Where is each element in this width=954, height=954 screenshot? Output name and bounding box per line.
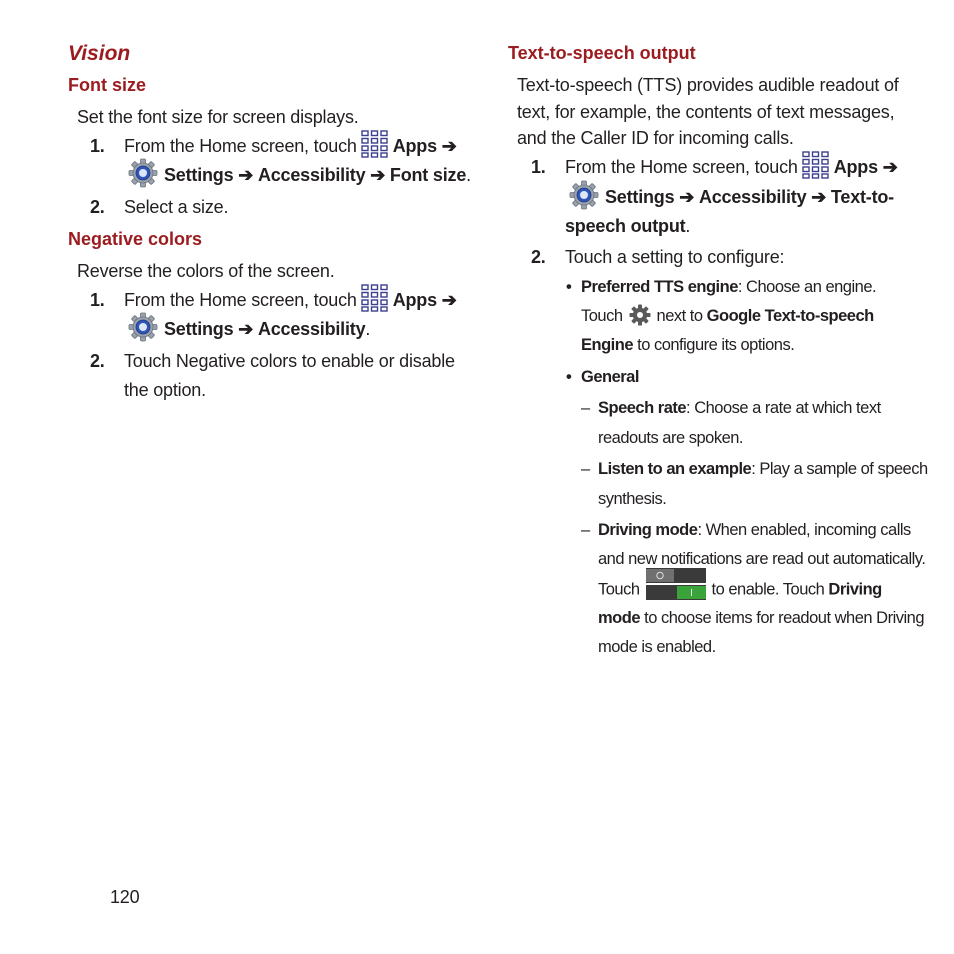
driving-line3 <box>598 580 882 600</box>
arrow-glyph: ➔ <box>238 164 254 185</box>
accessibility-label: Accessibility <box>698 186 807 207</box>
speech-rate-line1 <box>598 399 881 418</box>
driving-line5: mode is enabled. <box>598 638 716 656</box>
bullet: • <box>566 278 572 296</box>
font-size-step1-line2 <box>128 164 471 188</box>
driving-desc3: to choose items for readout when Driving <box>644 609 925 627</box>
listen-line1 <box>598 460 928 479</box>
heading-negative-colors: Negative colors <box>68 229 203 249</box>
driving-line1 <box>598 521 911 540</box>
tts-step2: Touch a setting to configure: <box>565 247 785 267</box>
google-tts-label: Google Text-to-speech <box>706 307 874 325</box>
general-label: General <box>581 368 639 386</box>
section-title-vision: Vision <box>68 42 131 65</box>
font-size-step2: Select a size. <box>124 197 229 217</box>
accessibility-label: Accessibility <box>257 318 366 339</box>
period: . <box>466 164 471 185</box>
tts-intro-line2: text, for example, the contents of text messages, <box>517 102 895 122</box>
step-number: 1. <box>90 290 105 310</box>
settings-label: Settings <box>164 164 234 185</box>
arrow-glyph: ➔ <box>441 290 457 310</box>
tts-intro-line3: and the Caller ID for incoming calls. <box>517 128 794 148</box>
tts-step1-line2 <box>569 186 894 210</box>
settings-gear-icon <box>569 180 599 210</box>
tts-step1-line1 <box>565 157 898 179</box>
driving-line4 <box>598 609 924 628</box>
step-number: 1. <box>531 157 546 177</box>
step-number: 2. <box>90 197 105 217</box>
preferred-engine-line2 <box>581 307 874 326</box>
preferred-tts-engine-desc: : Choose an engine. <box>737 278 877 296</box>
apps-icon <box>361 130 389 158</box>
negative-colors-step2-line2: the option. <box>124 380 206 400</box>
period: . <box>365 318 371 339</box>
bullet: • <box>566 368 572 386</box>
period: . <box>685 216 691 236</box>
arrow-glyph: ➔ <box>811 186 827 207</box>
apps-label: Apps <box>833 157 878 177</box>
arrow-glyph: ➔ <box>238 318 254 339</box>
preferred-tts-engine-label: Preferred TTS engine <box>581 278 738 296</box>
apps-icon <box>361 284 389 312</box>
listen-to-an-example-label: Listen to an example <box>598 460 752 478</box>
settings-label: Settings <box>164 318 234 339</box>
touch-word: Touch <box>581 307 623 325</box>
font-size-label: Font size <box>389 164 467 185</box>
settings-gear-icon <box>128 158 158 188</box>
page-number: 120 <box>110 887 140 907</box>
speech-rate-label: Speech rate <box>598 399 687 417</box>
mode-word: mode <box>598 609 641 627</box>
to-enable-text: to enable. Touch <box>711 580 825 599</box>
settings-label: Settings <box>605 186 675 207</box>
tts-label-part1: Text-to- <box>830 186 894 207</box>
accessibility-label: Accessibility <box>257 164 366 185</box>
engine-label: Engine <box>581 336 634 354</box>
listen-desc: : Play a sample of speech <box>751 460 928 478</box>
arrow-glyph: ➔ <box>441 136 457 156</box>
step-number: 2. <box>90 351 105 371</box>
arrow-glyph: ➔ <box>882 157 898 177</box>
dash: – <box>581 399 590 417</box>
negative-colors-intro: Reverse the colors of the screen. <box>77 261 335 281</box>
driving-word: Driving <box>828 580 882 599</box>
tts-intro-line1: Text-to-speech (TTS) provides audible readout of <box>517 75 899 95</box>
apps-label: Apps <box>392 136 437 156</box>
tts-step1-line3 <box>565 216 690 237</box>
driving-mode-label: Driving mode <box>598 521 698 539</box>
driving-desc: : When enabled, incoming calls <box>697 521 911 539</box>
step-number: 1. <box>90 136 105 156</box>
heading-text-to-speech-output: Text-to-speech output <box>508 43 696 63</box>
negative-colors-step1-line1 <box>124 290 457 312</box>
speech-rate-line2: readouts are spoken. <box>598 429 744 447</box>
settings-gear-icon <box>128 312 158 342</box>
listen-line2: synthesis. <box>598 490 667 508</box>
step-text: From the Home screen, touch <box>124 290 357 310</box>
speech-rate-desc: : Choose a rate at which text <box>686 399 881 417</box>
negative-colors-step1-line2 <box>128 318 370 342</box>
heading-font-size: Font size <box>68 75 147 95</box>
next-to-text: next to <box>656 307 703 325</box>
dash: – <box>581 460 590 478</box>
negative-colors-step2-line1: Touch Negative colors to enable or disable <box>124 351 455 371</box>
step-text: From the Home screen, touch <box>124 136 357 156</box>
step-number: 2. <box>531 247 546 267</box>
tts-label-part2: speech output <box>565 216 686 236</box>
driving-line2: and new notifications are read out automatically. <box>598 550 926 568</box>
step-text: From the Home screen, touch <box>565 157 798 177</box>
settings-gear-icon <box>629 304 651 326</box>
apps-icon <box>802 151 830 179</box>
preferred-engine-line1 <box>581 278 876 297</box>
configure-text: to configure its options. <box>637 336 795 354</box>
font-size-step1-line1 <box>124 136 457 158</box>
apps-label: Apps <box>392 290 437 310</box>
toggle-switch-icon <box>646 568 706 600</box>
font-size-intro: Set the font size for screen displays. <box>77 107 359 127</box>
preferred-engine-line3 <box>581 336 794 355</box>
touch-word: Touch <box>598 580 640 599</box>
arrow-glyph: ➔ <box>370 164 386 185</box>
dash: – <box>581 521 590 539</box>
arrow-glyph: ➔ <box>679 186 695 207</box>
